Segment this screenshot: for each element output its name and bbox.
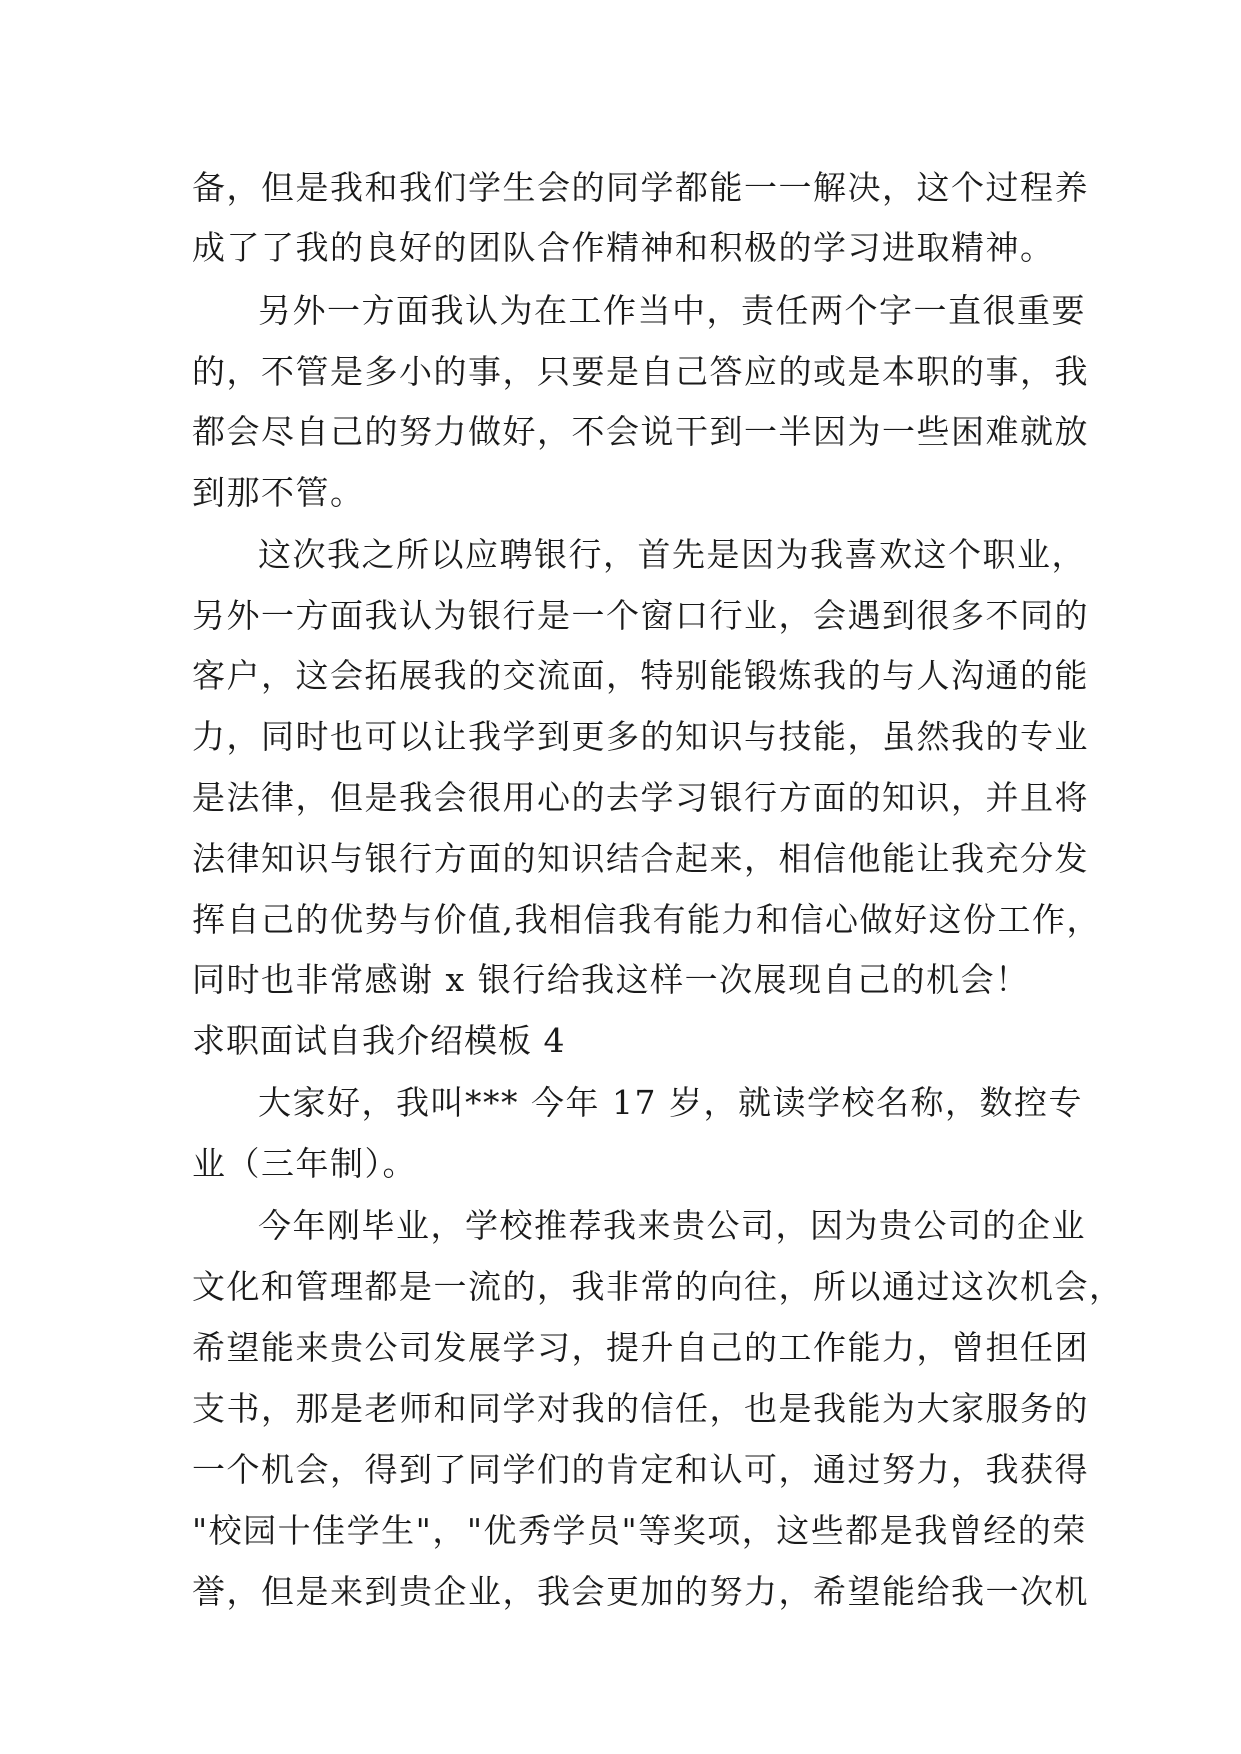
text-line: 另外一方面我认为银行是一个窗口行业，会遇到很多不同的	[192, 596, 1089, 635]
text-line: 一个机会，得到了同学们的肯定和认可，通过努力，我获得	[192, 1450, 1089, 1489]
text-line: 业（三年制）。	[192, 1144, 417, 1183]
section-heading: 求职面试自我介绍模板 4	[192, 1021, 566, 1060]
text-line: 法律知识与银行方面的知识结合起来，相信他能让我充分发	[192, 839, 1089, 878]
text-line: 是法律，但是我会很用心的去学习银行方面的知识，并且将	[192, 778, 1089, 817]
paragraph-start-line: 今年刚毕业，学校推荐我来贵公司，因为贵公司的企业	[258, 1206, 1086, 1245]
text-line: "校园十佳学生"，"优秀学员"等奖项，这些都是我曾经的荣	[192, 1511, 1087, 1550]
text-line: 的，不管是多小的事，只要是自己答应的或是本职的事，我	[192, 352, 1089, 391]
text-line: 备，但是我和我们学生会的同学都能一一解决，这个过程养	[192, 168, 1089, 207]
text-line: 支书，那是老师和同学对我的信任，也是我能为大家服务的	[192, 1389, 1089, 1428]
text-line: 希望能来贵公司发展学习，提升自己的工作能力，曾担任团	[192, 1328, 1089, 1367]
paragraph-start-line: 另外一方面我认为在工作当中，责任两个字一直很重要	[258, 291, 1086, 330]
text-line: 到那不管。	[192, 473, 365, 512]
text-line: 同时也非常感谢 x 银行给我这样一次展现自己的机会！	[192, 960, 1030, 999]
text-line: 文化和管理都是一流的，我非常的向往，所以通过这次机会，	[192, 1267, 1124, 1306]
text-line: 誉，但是来到贵企业，我会更加的努力，希望能给我一次机	[192, 1572, 1089, 1611]
paragraph-start-line: 这次我之所以应聘银行，首先是因为我喜欢这个职业，	[258, 535, 1086, 574]
text-line: 都会尽自己的努力做好，不会说干到一半因为一些困难就放	[192, 412, 1089, 451]
text-line: 挥自己的优势与价值,我相信我有能力和信心做好这份工作，	[192, 900, 1101, 939]
text-line: 成了了我的良好的团队合作精神和积极的学习进取精神。	[192, 228, 1055, 267]
text-line: 客户，这会拓展我的交流面，特别能锻炼我的与人沟通的能	[192, 656, 1089, 695]
paragraph-start-line: 大家好，我叫*** 今年 17 岁，就读学校名称，数控专	[258, 1083, 1083, 1122]
text-line: 力，同时也可以让我学到更多的知识与技能，虽然我的专业	[192, 717, 1089, 756]
